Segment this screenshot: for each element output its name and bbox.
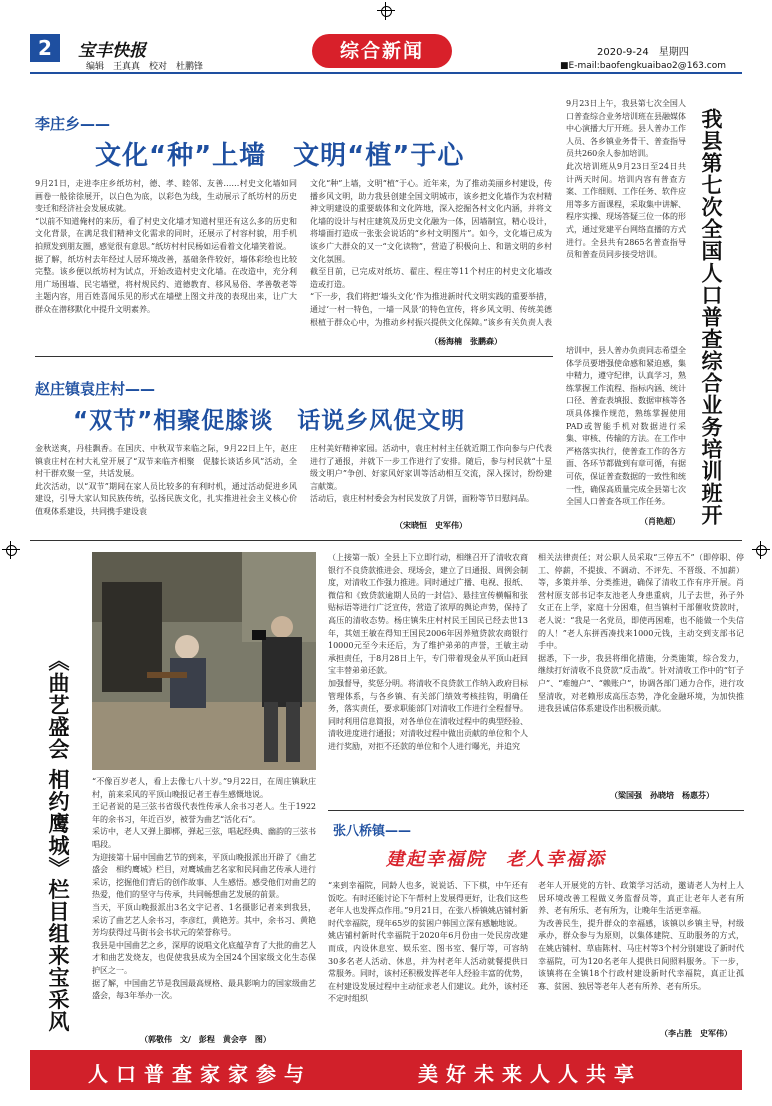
article1-divider bbox=[35, 356, 553, 357]
article3-credit: （郭敬伟 文/ 彭程 黄会亭 图） bbox=[140, 1035, 271, 1044]
sidebar-intro: 9月23日上午，我县第七次全国人口普查综合业务培训班在县融媒体中心演播大厅开班。县人普办工作人员、各乡镇业务骨干、普查指导员共260余人参加培训。 此次培训班从9月23日至24日共计两天时间。培训内容有普查方案、工作细则、工作任务、软件应用等多方面课程，采取集中讲解、程序实操、现场答疑三位一体的形式，通过党建平台网络直播的方式进行。全县共有2865名普查指导员和普查员同步接受培训。 bbox=[566, 99, 686, 260]
sidebar-headline: 我县第七次全国人口普查综合业务培训班开 bbox=[699, 108, 723, 526]
article4-credit: （梁国强 孙晓培 杨惠芬） bbox=[610, 791, 714, 800]
registration-mark-top bbox=[377, 2, 395, 20]
article5-credit: （李占胜 史军伟） bbox=[660, 1029, 732, 1038]
date-text: 2020-9-24 bbox=[597, 47, 649, 58]
mid-divider bbox=[30, 540, 742, 541]
page-number: 2 bbox=[30, 34, 60, 62]
article3-body: “不像百岁老人，看上去像七八十岁。”9月22日，在周庄镇耿庄村，前来采风的平顶山晚报记者王春生感慨地说。 王记者说的是三弦书省级代表性传承人余书习老人。生于1922年的余书习，年近百岁，被誉为曲艺“活化石”。 采访中，老人又弹上脚梆，弹起三弦，唱起经典、幽韵的三弦书唱段。 为迎接第十届中国曲艺节的到来，平顶山晚报派出开辟了《曲艺盛会 相约鹰城》栏目，对鹰城曲艺名家和民间曲艺传承人进行采访，挖掘他们背后的创作故事、人生感悟。感受他们对曲艺的热爱，他们的坚守与传承，共同畅想曲艺发展的前景。 当天，平顶山晚报派出3名文字记者、1名摄影记者来到我县，采访了曲艺艺人余书习，李彦红，黄艳芳。其中，余书习、黄艳芳均获得过马街书会书状元的荣誉称号。 我县是中国曲艺之乡，深厚的说唱文化底蕴孕育了大批的曲艺人才和曲艺发烧友，也促使我县成为全国24个国家级文化生态保护区之一。 据了解，中国曲艺节是我国最高规格、最具影响力的国家级曲艺盛会，每3年举办一次。 bbox=[92, 777, 316, 1001]
performance-photo bbox=[92, 552, 316, 770]
article5-column2: 老年人开展党的方针、政策学习活动，邀请老人为村上人居环境改善工程做义务监督员等，真正让老年人老有所养、老有所乐、老有所为，让晚年生活更幸福。 为改善民生，提升群众的幸福感，该镇以乡镇主导，村级承办，群众参与为原则，以集体建院、互助服务的方式，在姚店铺村、草庙陈村、马庄村等3个村分别建设了新时代幸福院，可为120名老年人提供日间照料服务。下一步，该镇将在全镇18个行政村建设新时代幸福院，真正让孤寡、贫困、独居等老年人老有所养、老有所乐。 bbox=[538, 881, 744, 991]
article4-divider bbox=[328, 810, 744, 811]
article1-credit: （杨海楠 张鹏森） bbox=[430, 337, 502, 346]
photo-illustration bbox=[92, 552, 316, 770]
article1-column2: 文化“种”上墙，文明“植”于心。近年来，为了推动美丽乡村建设，传播乡风文明，助力我县创建全国文明城市，该乡把文化墙作为农村精神文明建设的重要载体和文化阵地，深入挖掘各村文化内涵，并将文化墙的设计与村庄建筑及历史文化融为一体，因墙制宜，精心设计，将墙面打造成一张张会说话的“乡村文明图片”。如今，文化墙已成为该乡广大群众的又一“文化读物”，营造了积极向上、和谐文明的乡村文化氛围。 截至目前，已完成对纸坊、翟庄、程庄等11个村庄的村史文化墙改造或打造。 “下一步，我们将把‘墙头文化’作为推进新时代文明实践的重要举措，通过‘一村一特色，一墙一风景’的特色宣传，将乡风文明、传统美德根植于群众心中，为推动乡村振兴提供文化保障。”该乡有关负责人表 bbox=[310, 179, 552, 327]
article4-column2: 相关法律责任；对公职人员采取“三停五不”（即停职、停工、停薪，不提拔、不调动、不评先、不晋级、不加薪）等，多策并举、分类推进，确保了清收工作有序开展。肖营村原支部书记李友池老人身患重病，儿子去世，孙子外女正在上学，家庭十分困难，但当镇村干部催收贷款时，老人说：“我是一名党员，即使再困难，也不能做一个失信的人！”老人东拼西凑找来1000元钱，主动交到支部书记手中。 据悉，下一步，我县将细化措施，分类施策，综合发力，继续打好清收不良贷款“反击战”。针对清收工作中的“钉子户”、“难缠户”、“赖账户”，协调各部门通力合作，进行攻坚清收，对老赖形成高压态势，净化金融环境，为加快推进我县诚信体系建设作出积极贡献。 bbox=[538, 553, 744, 714]
registration-mark-right bbox=[752, 541, 770, 559]
article5-headline: 建起幸福院 老人幸福添 bbox=[386, 849, 606, 870]
footer-slogan-right: 美好未来人人共享 bbox=[418, 1062, 642, 1086]
article5-column1: “来到幸福院，同龄人也多，说说话、下下棋，中午还有饭吃。有时还能讨论下午帮村上发展得更好，让我们这些老年人也发挥点作用。”9月21日，在张八桥镇姚店铺村新时代幸福院，现年65岁的贫困户韩国立深有感触地说。 姚店铺村新时代幸福院于2020年6月份由一处民房改建而成，内设休息室、娱乐室、图书室、餐厅等，可容纳30多名老人活动、休息，并为村老年人活动就餐提供日常服务。同时，该村还积极发挥老年人经验丰富的优势，在村建设发展过程中主动征求老人们建议。此外，该村还不定时组织 bbox=[328, 881, 528, 1004]
sidebar-body: 培训中，县人普办负责同志希望全体学员要增强使命感和紧迫感，集中精力，遵守纪律，认真学习，熟练掌握工作流程、指标内涵、统计口径、普查表填报、数据审核等各项具体操作规范，熟练掌握使用PAD或智能手机对数据进行采集、审核、传输的方法。在工作中严格落实执行，使普查工作的各方面、各环节都做到有章可循，有据可依，保证普查数据的一致性和统一性，确保高质量完成全县第七次全国人口普查各项工作任务。 bbox=[566, 346, 686, 507]
header-rule bbox=[30, 72, 742, 74]
article2-kicker: 赵庄镇袁庄村—— bbox=[35, 380, 156, 398]
weekday-text: 星期四 bbox=[658, 47, 689, 58]
article1-headline: 文化“种”上墙 文明“植”于心 bbox=[95, 141, 465, 171]
sidebar-credit: （肖艳超） bbox=[640, 517, 680, 526]
email-line: ■E-mail:baofengkuaibao2@163.com bbox=[560, 61, 726, 71]
staff-line: 编辑 王真真 校对 杜鹏锋 bbox=[86, 62, 204, 72]
article4-column1: （上接第一版）全县上下立即行动，相继召开了清收农商银行不良贷款推进会、现场会，建立了日通报、周例会制度，对清收工作强力推进。同时通过广播、电视、报纸、微信和《致贷款逾期人员的一封信》、悬挂宣传横幅和张贴标语等进行广泛宣传，营造了浓厚的舆论声势，保持了高压的清收态势。杨庄镇朱庄村村民王国民已经去世13年，其妞王敏在得知王国民2006年因养殖贷款农商银行10000元至今未还后，为了维护弟弟的声誉，王敏主动承担责任，于8月28日上午，专门带着现金从平顶山赶回宝丰替弟弟还款。 加强督导，奖惩分明。将清收不良贷款工作纳入政府目标管理体系，与各乡镇、有关部门绩效考核挂钩，明确任务，落实责任，要求职能部门对清收工作进行全程督导。同时利用信息简报，对各单位在清收过程中的典型经验、清收进度进行通报；对清收过程中做出贡献的单位和个人进行奖励，对拒不还款的单位和个人进行曝光，并追究 bbox=[328, 553, 528, 751]
paper-name: 宝丰快报 bbox=[78, 41, 146, 61]
issue-date bbox=[597, 43, 689, 58]
article5-kicker: 张八桥镇—— bbox=[333, 824, 412, 839]
section-title: 综合新闻 bbox=[312, 34, 452, 68]
article2-column1: 金秋送爽，丹桂飘香。在国庆、中秋双节来临之际，9月22日上午，赵庄镇袁庄村在村大礼堂开展了“双节来临齐相聚 促膝长谈话乡风”活动，全村干群欢聚一堂，共话发展。 此次活动，以“双节”期间在家人员比较多的有利时机，通过活动促进乡风建设，引导大家认知民族传统，弘扬民族文化，扎实推进社会主义核心价值观体系建设，共同携手建设袁 bbox=[35, 444, 297, 516]
footer-slogan-left: 人口普查家家参与 bbox=[88, 1062, 312, 1086]
article2-column2: 庄村美好精神家园。活动中，袁庄村村主任就近期工作向参与户代表进行了通报，并就下一步工作进行了安排。随后，参与村民就“十星级文明户”争创、好家风好家训等活动相互交流，深入探讨，纷纷建言献策。 活动后，袁庄村村委会为村民发放了月饼，面粉等节日慰问品。 bbox=[310, 444, 552, 504]
article2-headline: “双节”相聚促膝谈 话说乡风促文明 bbox=[73, 408, 466, 434]
article1-column1: 9月21日，走进李庄乡纸坊村，德、孝、睦邻、友善……村史文化墙如同画卷一般徐徐展开，以白色为底，以彩色为线，生动展示了纸坊村的历史变迁和经济社会发展成就。 “以前不知道俺村的来历，看了村史文化墙才知道村里还有这么多的历史和文化背景，在满足我们精神文化需求的同时，还展示了村容村貌，用手机拍照发到朋友圈，感觉很有意思。”纸坊村村民杨如运看着文化墙笑着说。 据了解，纸坊村去年经过人居环境改善，基础条件较好，墙体彩绘也比较完整。该乡便以纸坊村为试点，开始改造村史文化墙。在改造中，充分利用广场围墙、民宅墙壁，将村规民约、道德教育、移风易俗、孝善敬老等主题内容，用百姓喜闻乐见的形式在墙壁上图文并茂的表现出来，让广大群众在潜移默化中提升文明素养。 bbox=[35, 179, 297, 314]
article3-vertical-headline: 《曲艺盛会 相约鹰城》栏目组来宝采风 bbox=[46, 650, 70, 1033]
article1-kicker: 李庄乡—— bbox=[35, 115, 111, 133]
article2-credit: （宋晓恒 史军伟） bbox=[395, 521, 467, 530]
registration-mark-left bbox=[2, 541, 20, 559]
